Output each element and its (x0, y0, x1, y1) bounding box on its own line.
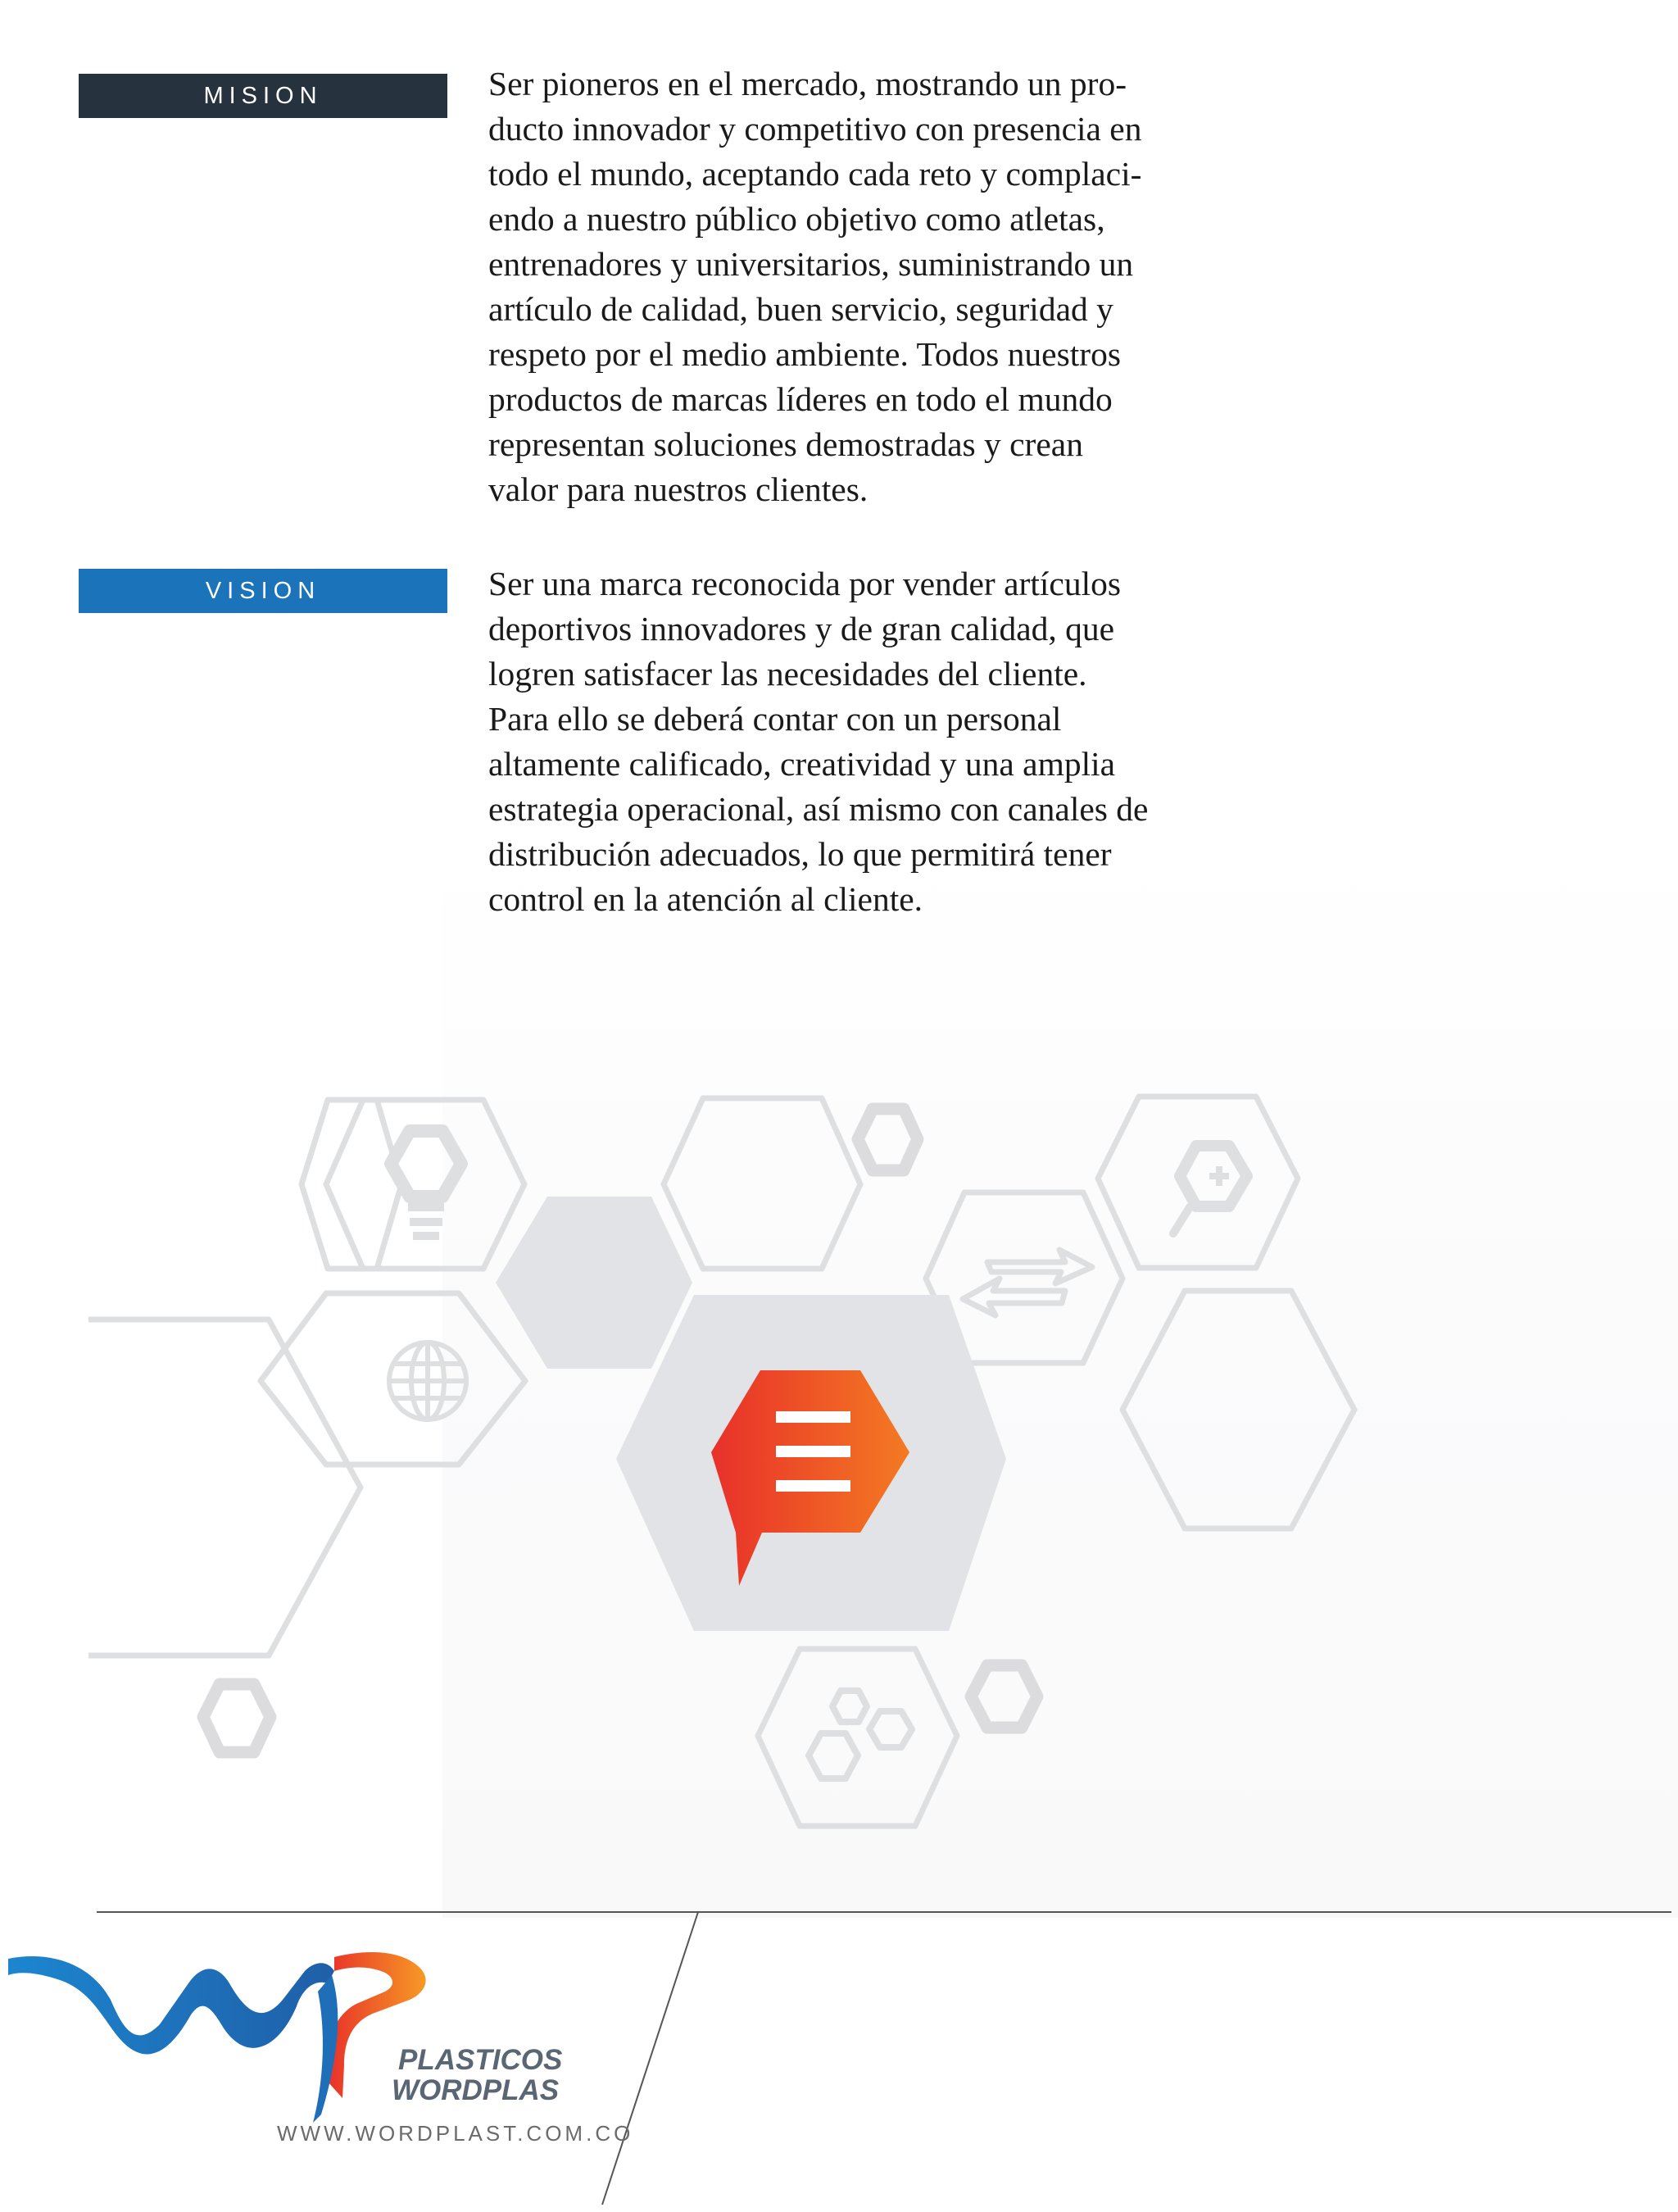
hex-filled (496, 1197, 692, 1369)
hex-small (858, 1109, 918, 1170)
website-url: WWW.WORDPLAST.COM.CO (277, 2121, 634, 2146)
vision-line: Ser una marca reconocida por vender artículos (488, 565, 1122, 602)
hex-outline (664, 1098, 860, 1269)
vision-line: control en la atención al cliente. (488, 880, 923, 918)
hex-outline (1122, 1291, 1354, 1528)
vision-label: VISION (79, 569, 447, 613)
mision-line: productos de marcas líderes en todo el mundo (488, 380, 1113, 418)
mision-label: MISION (79, 74, 447, 118)
footer-graphics (0, 1901, 1678, 2212)
mision-line: valor para nuestros clientes. (488, 470, 868, 508)
vision-line: Para ello se deberá contar con un personal (488, 700, 1062, 738)
mision-line: endo a nuestro público objetivo como atletas, (488, 200, 1105, 238)
vision-line: logren satisfacer las necesidades del cliente. (488, 655, 1087, 693)
mision-line: Ser pioneros en el mercado, mostrando un pro- (488, 65, 1127, 102)
vision-line: altamente calificado, creatividad y una amplia (488, 745, 1116, 783)
mision-paragraph (488, 61, 1250, 512)
mision-line: artículo de calidad, buen servicio, seguridad y (488, 290, 1113, 328)
hex-outline (1098, 1097, 1298, 1268)
magnifier-plus-icon (1173, 1146, 1247, 1233)
hex-small (203, 1684, 270, 1752)
vision-paragraph (488, 561, 1250, 922)
footer-diagonal (602, 1912, 698, 2205)
mision-line: ducto innovador y competitivo con presencia en (488, 110, 1142, 148)
mision-line: entrenadores y universitarios, suministrando un (488, 245, 1134, 283)
logo-mark (8, 1952, 426, 2123)
hex-outline (758, 1649, 957, 1826)
mision-line: respeto por el medio ambiente. Todos nuestros (488, 335, 1121, 373)
arrows-exchange-icon (963, 1250, 1092, 1315)
hexagon-infographic (0, 1082, 1678, 1836)
vision-line: distribución adecuados, lo que permitirá tener (488, 835, 1112, 873)
logo-name-line1: PLASTICOS (398, 2044, 563, 2076)
vision-line: estrategia operacional, así mismo con canales de (488, 790, 1149, 828)
mision-line: todo el mundo, aceptando cada reto y complaci- (488, 155, 1142, 193)
logo-name-line2: WORDPLAS (392, 2074, 560, 2106)
hexagons-cluster-icon (809, 1691, 912, 1778)
hex-small (971, 1665, 1037, 1728)
globe-icon (389, 1342, 466, 1419)
mision-line: representan soluciones demostradas y crean (488, 425, 1083, 463)
lightbulb-icon (391, 1131, 461, 1240)
hex-frame-left (88, 1319, 361, 1656)
vision-line: deportivos innovadores y de gran calidad, que (488, 610, 1115, 647)
